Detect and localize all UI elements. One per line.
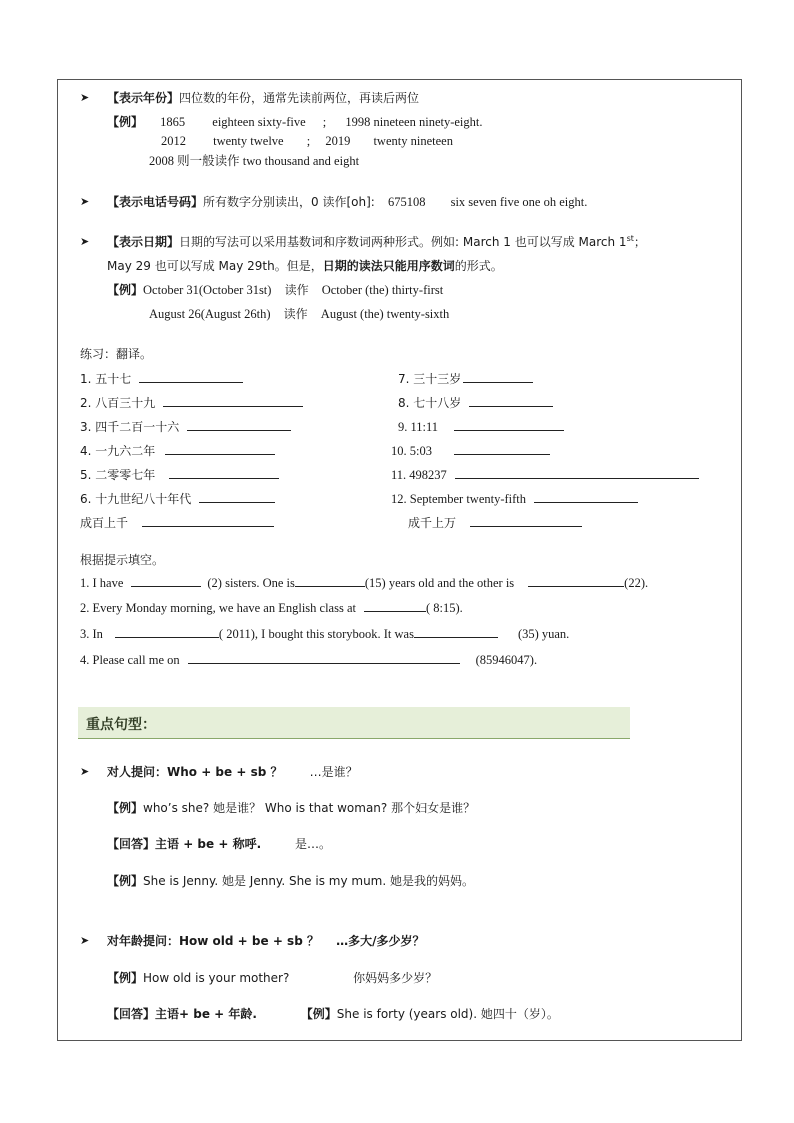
answer-blank[interactable] [454, 418, 564, 431]
fill-question-3 [80, 625, 569, 642]
question-9 [398, 418, 564, 435]
year-reading: 1998 nineteen ninety-eight. [345, 115, 483, 129]
question-label: 4. 一九六二年 [80, 444, 156, 458]
answer-blank[interactable] [139, 370, 243, 383]
question-text: (35) yuan. [517, 627, 570, 641]
question-3 [80, 418, 291, 435]
question-text: (15) years old and the other is [364, 576, 515, 590]
question-label: 6. 十九世纪八十年代 [80, 492, 192, 506]
question-label: 1. 五十七 [80, 372, 132, 386]
pattern-age-answer [107, 1006, 559, 1022]
pattern-age-heading [107, 933, 424, 949]
answer-blank[interactable] [165, 442, 275, 455]
example-label: 【例】 [107, 283, 144, 297]
year-reading: twenty nineteen [373, 134, 453, 148]
key-sentences-banner [78, 707, 630, 739]
year-desc: 四位数的年份，通常先读前两位，再读后两位 [179, 91, 420, 105]
year-example-3: 2008 则一般读作 two thousand and eight [149, 154, 360, 168]
pattern-age-example-1 [107, 970, 437, 986]
separator: ; [306, 134, 311, 148]
question-7 [398, 370, 533, 387]
question-text: 1. I have [80, 576, 124, 590]
pattern-heading: 对人提问：Who + be + sb ？ [107, 765, 283, 779]
fill-question-2 [80, 599, 463, 616]
question-13 [408, 514, 582, 531]
date-example-2 [149, 306, 449, 322]
example-label: 【例】 [107, 971, 144, 985]
question-text: (22). [624, 576, 649, 590]
question-text: (85946047). [475, 653, 538, 667]
pattern-who-heading [107, 764, 358, 780]
question-label: 成千上万 [408, 516, 457, 530]
question-label: 8. 七十八岁 [398, 396, 462, 410]
date-reading: August (the) twenty-sixth [320, 307, 450, 321]
question-2 [80, 394, 303, 411]
date-reading: October (the) thirty-first [321, 283, 444, 297]
answer-blank[interactable] [169, 466, 279, 479]
pattern-who-example-2 [107, 873, 474, 889]
answer-blank[interactable] [163, 394, 303, 407]
example-label: 【例】 [107, 801, 144, 815]
bullet-arrow-icon: ➤ [80, 195, 90, 208]
year-reading: twenty twelve [213, 134, 284, 148]
answer-blank[interactable] [115, 625, 219, 638]
pattern-meaning: …是谁？ [309, 765, 358, 779]
phone-number: 675108 [387, 195, 426, 209]
question-text: 2. Every Monday morning, we have an English class at [80, 601, 356, 615]
bullet-arrow-icon: ➤ [80, 91, 90, 104]
answer-blank[interactable] [187, 418, 291, 431]
pattern-who-answer [107, 836, 331, 852]
pattern-heading: 对年龄提问：How old + be + sb ？ [107, 934, 319, 948]
question-6 [80, 490, 275, 507]
read-as: 读作 [283, 307, 308, 321]
question-label: 3. 四千二百一十六 [80, 420, 180, 434]
question-8 [398, 394, 553, 411]
bullet-arrow-icon: ➤ [80, 235, 90, 248]
date-value: August 26(August 26th) [149, 307, 271, 321]
answer-blank[interactable] [188, 651, 460, 664]
date-emphasis: 日期的读法只能用序数词 [322, 259, 455, 273]
example-text: How old is your mother? [143, 971, 290, 985]
question-label: 12. September twenty-fifth [391, 492, 527, 506]
pattern-meaning: …多大/多少岁？ [336, 934, 425, 948]
example-text: who’s she? 她是谁？ Who is that woman? 那个妇女是谁？ [143, 801, 476, 815]
answer-blank[interactable] [364, 599, 426, 612]
question-1 [80, 370, 243, 387]
date-desc: 日期的写法可以采用基数词和序数词两种形式。例如: March 1 也可以写成 March 1 [179, 235, 627, 249]
year-heading: 【表示年份】 [107, 91, 180, 105]
fill-question-4 [80, 651, 537, 668]
superscript: st [626, 234, 634, 243]
question-label: 11. 498237 [391, 468, 447, 482]
answer-blank[interactable] [199, 490, 275, 503]
question-text: 4. Please call me on [80, 653, 180, 667]
question-12 [391, 490, 638, 507]
question-label: 成百上千 [80, 516, 129, 530]
question-label: 10. 5:03 [391, 444, 432, 458]
date-text: 的形式。 [454, 259, 503, 273]
answer-blank[interactable] [469, 394, 553, 407]
answer-blank[interactable] [414, 625, 498, 638]
question-text: ( 8:15). [425, 601, 463, 615]
example-label: 【例】 [107, 115, 144, 129]
question-text: 3. In [80, 627, 103, 641]
separator: ; [322, 115, 327, 129]
fill-question-1 [80, 574, 648, 591]
answer-blank[interactable] [454, 442, 550, 455]
answer-label: 【回答】 [107, 837, 156, 851]
bullet-arrow-icon: ➤ [80, 765, 90, 778]
question-label: 7. 三十三岁 [398, 372, 462, 386]
question-7a [80, 514, 274, 531]
phone-heading: 【表示电话号码】 [107, 195, 204, 209]
answer-label: 【回答】 [107, 1007, 156, 1021]
year-reading: eighteen sixty-five [212, 115, 306, 129]
question-11 [391, 466, 699, 483]
pattern-who-example-1 [107, 800, 475, 816]
question-label: 9. 11:11 [398, 420, 439, 434]
read-as: 读作 [284, 283, 309, 297]
answer-blank[interactable] [131, 574, 201, 587]
year-value: 2019 [325, 134, 351, 148]
answer-blank[interactable] [455, 466, 699, 479]
question-10 [391, 442, 550, 459]
example-translation: 你妈妈多少岁？ [353, 971, 438, 985]
year-value: 1865 [160, 115, 186, 129]
year-example-1 [107, 114, 483, 130]
phone-desc: 所有数字分别读出，0 读作[oh]: [203, 195, 375, 209]
answer-blank[interactable] [534, 490, 638, 503]
phone-line [107, 194, 587, 210]
question-5 [80, 466, 279, 483]
year-value: 2012 [161, 134, 186, 148]
date-line-1 [107, 234, 646, 250]
punctuation: ； [633, 235, 646, 249]
year-example-2 [161, 133, 453, 149]
practice-translate-title: 练习：翻译。 [80, 347, 153, 361]
answer-pattern: 主语+ be + 年龄. [155, 1007, 257, 1021]
answer-blank[interactable] [295, 574, 365, 587]
answer-blank[interactable] [528, 574, 624, 587]
date-example-1 [107, 282, 443, 298]
example-label: 【例】 [107, 874, 144, 888]
date-heading: 【表示日期】 [107, 235, 180, 249]
question-text: (2) sisters. One is [207, 576, 295, 590]
question-text: ( 2011), I bought this storybook. It was [218, 627, 414, 641]
year-line [107, 90, 419, 106]
question-4 [80, 442, 275, 459]
answer-blank[interactable] [142, 514, 274, 527]
example-text: She is forty (years old). 她四十（岁）。 [336, 1007, 559, 1021]
practice-fill-title: 根据提示填空。 [80, 553, 165, 567]
example-text: She is Jenny. 她是 Jenny. She is my mum. 她是我的妈妈。 [143, 874, 474, 888]
answer-meaning: 是…。 [294, 837, 331, 851]
banner-title: 重点句型： [86, 717, 156, 733]
answer-blank[interactable] [463, 370, 533, 383]
bullet-arrow-icon: ➤ [80, 934, 90, 947]
example-label: 【例】 [300, 1007, 337, 1021]
answer-pattern: 主语 + be + 称呼. [155, 837, 262, 851]
date-value: October 31(October 31st) [143, 283, 272, 297]
question-label: 5. 二零零七年 [80, 468, 156, 482]
date-line-2 [107, 258, 503, 274]
phone-reading: six seven five one oh eight. [450, 195, 588, 209]
answer-blank[interactable] [470, 514, 582, 527]
question-label: 2. 八百三十九 [80, 396, 156, 410]
date-text: May 29 也可以写成 May 29th。但是， [107, 259, 323, 273]
